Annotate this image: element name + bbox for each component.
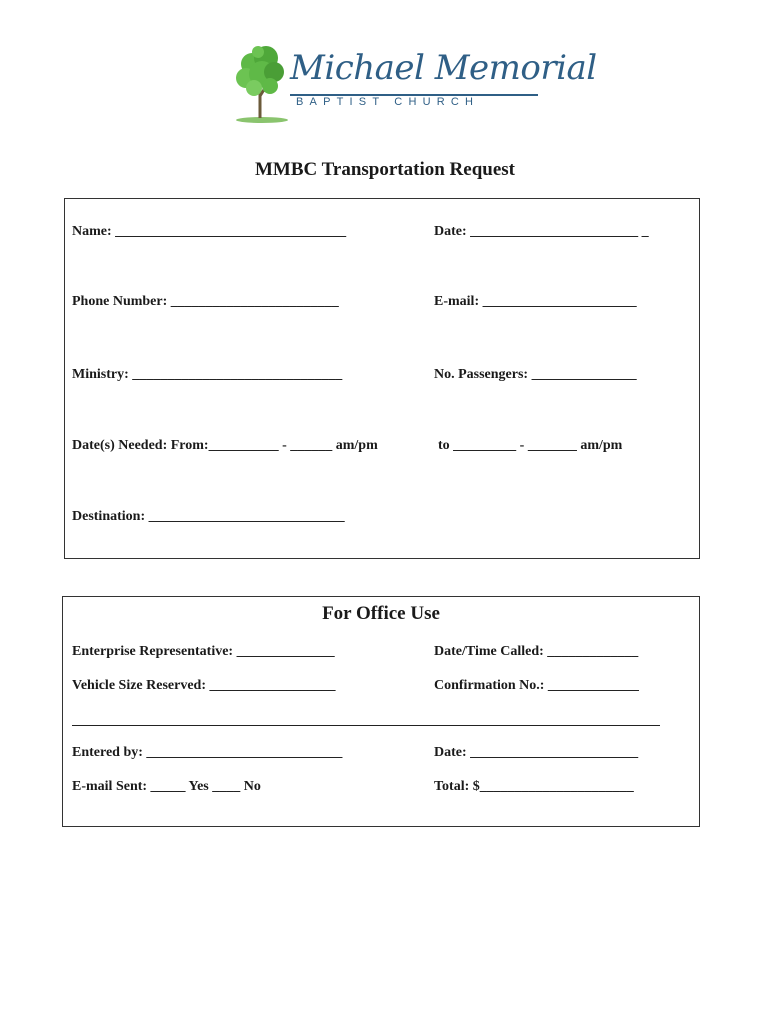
date-field[interactable]: Date: ________________________ _ (434, 224, 649, 239)
form-title: MMBC Transportation Request (254, 159, 516, 180)
total-field[interactable]: Total: $______________________ (434, 779, 634, 794)
email-field[interactable]: E-mail: ______________________ (434, 294, 637, 309)
confirmation-field[interactable]: Confirmation No.: _____________ (434, 678, 639, 693)
vehicle-size-field[interactable]: Vehicle Size Reserved: __________________ (72, 678, 336, 693)
dates-needed-from-field[interactable]: Date(s) Needed: From:__________ - ______ am/pm (72, 438, 378, 453)
entered-by-field[interactable]: Entered by: ____________________________ (72, 745, 343, 760)
name-field[interactable]: Name: _________________________________ (72, 224, 347, 239)
phone-field[interactable]: Phone Number: ________________________ (72, 294, 339, 309)
dates-needed-to-field[interactable]: to _________ - _______ am/pm (438, 438, 623, 453)
date-time-called-field[interactable]: Date/Time Called: _____________ (434, 644, 639, 659)
logo-subtitle: BAPTIST CHURCH (296, 96, 480, 108)
notes-line[interactable] (72, 725, 660, 726)
passengers-field[interactable]: No. Passengers: _______________ (434, 367, 637, 382)
tree-icon (232, 44, 292, 124)
enterprise-rep-field[interactable]: Enterprise Representative: ______________ (72, 644, 335, 659)
destination-field[interactable]: Destination: ____________________________ (72, 509, 345, 524)
office-use-title: For Office Use (322, 603, 440, 624)
email-sent-field[interactable]: E-mail Sent: _____ Yes ____ No (72, 779, 261, 794)
office-date-field[interactable]: Date: ________________________ (434, 745, 639, 760)
logo-wordmark: Michael Memorial (290, 48, 597, 88)
ministry-field[interactable]: Ministry: ______________________________ (72, 367, 343, 382)
